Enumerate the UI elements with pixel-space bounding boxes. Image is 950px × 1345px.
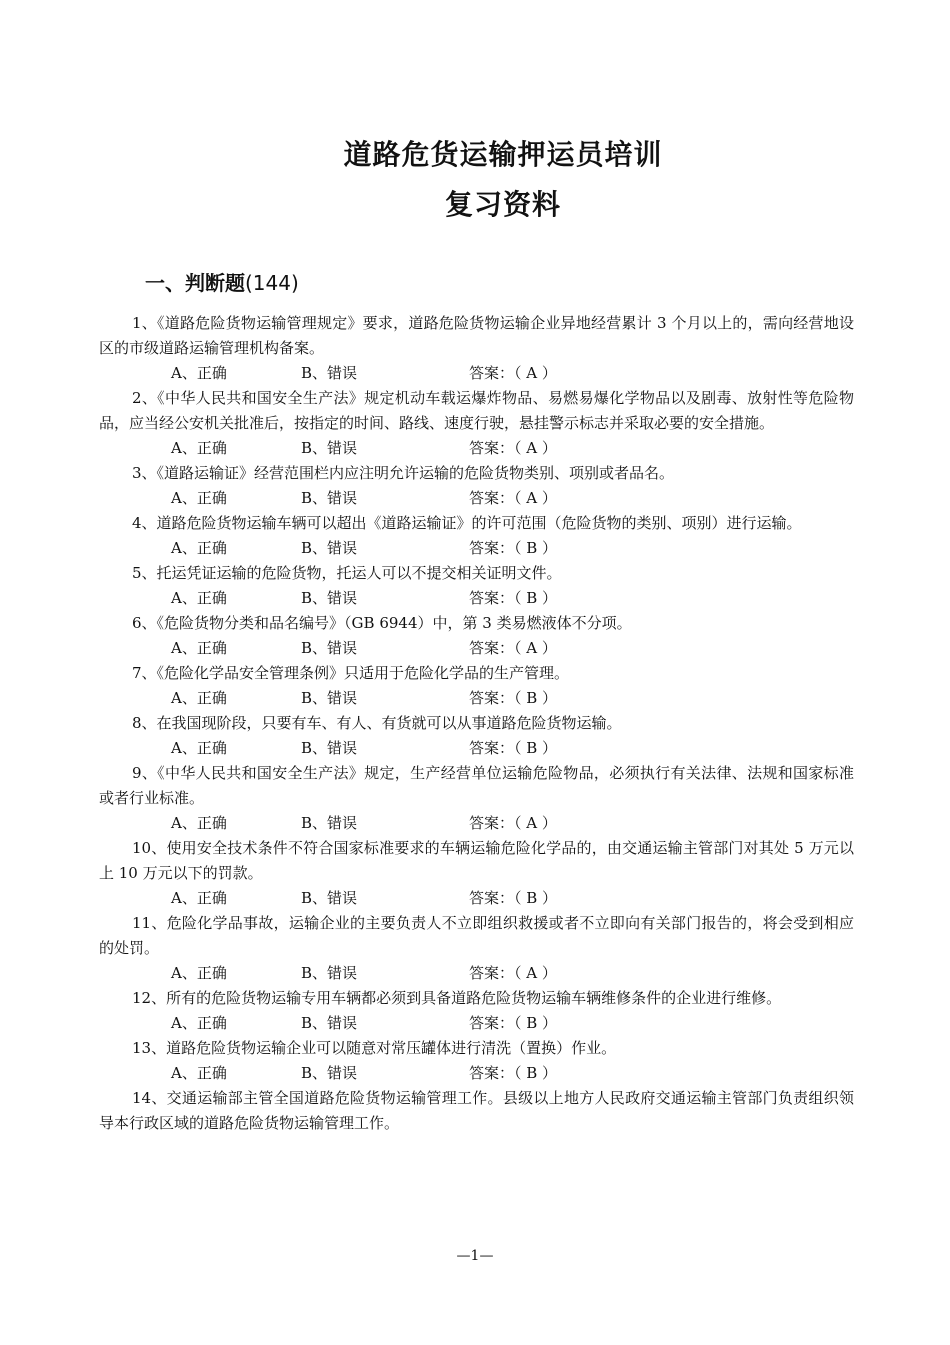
- option-a: A、正确: [171, 689, 227, 707]
- answer: 答案：（ B ）: [469, 1064, 558, 1082]
- option-b: B、错误: [301, 964, 358, 982]
- answer: 答案：（ A ）: [469, 639, 557, 657]
- option-b: B、错误: [301, 1064, 358, 1082]
- question-text: 2、《中华人民共和国安全生产法》规定机动车载运爆炸物品、易燃易爆化学物品以及剧毒、放射性等危险物品，应当经公安机关批准后，按指定的时间、路线、速度行驶，悬挂警示标志并采取必要的安全措施。: [99, 389, 854, 432]
- question-text: 8、在我国现阶段，只要有车、有人、有货就可以从事道路危险货物运输。: [132, 714, 622, 732]
- option-a: A、正确: [171, 439, 227, 457]
- question-options: [99, 961, 854, 986]
- question-text: 10、使用安全技术条件不符合国家标准要求的车辆运输危险化学品的，由交通运输主管部门对其处 5 万元以上 10 万元以下的罚款。: [99, 839, 854, 882]
- option-b: B、错误: [301, 689, 358, 707]
- question-options: [99, 436, 854, 461]
- question-list: [99, 311, 854, 1136]
- question-options: [99, 1011, 854, 1036]
- question-text: 5、托运凭证运输的危险货物，托运人可以不提交相关证明文件。: [132, 564, 562, 582]
- question-options: [99, 736, 854, 761]
- question-text: 13、道路危险货物运输企业可以随意对常压罐体进行清洗（置换）作业。: [132, 1039, 617, 1057]
- question-text: 12、所有的危险货物运输专用车辆都必须到具备道路危险货物运输车辆维修条件的企业进行维修。: [132, 989, 782, 1007]
- option-a: A、正确: [171, 739, 227, 757]
- question-options: [99, 811, 854, 836]
- section-heading-text: 一、判断题: [145, 271, 245, 295]
- option-a: A、正确: [171, 1064, 227, 1082]
- option-a: A、正确: [171, 639, 227, 657]
- option-b: B、错误: [301, 364, 358, 382]
- question-text: 1、《道路危险货物运输管理规定》要求，道路危险货物运输企业异地经营累计 3 个月以上的，需向经营地设区的市级道路运输管理机构备案。: [99, 314, 854, 357]
- question-text: 6、《危险货物分类和品名编号》（GB 6944）中，第 3 类易燃液体不分项。: [132, 614, 632, 632]
- question-options: [99, 1061, 854, 1086]
- answer: 答案：（ A ）: [469, 814, 557, 832]
- question-text: 3、《道路运输证》经营范围栏内应注明允许运输的危险货物类别、项别或者品名。: [132, 464, 675, 482]
- option-b: B、错误: [301, 489, 358, 507]
- option-b: B、错误: [301, 739, 358, 757]
- document-subtitle: 复习资料: [444, 188, 561, 221]
- option-b: B、错误: [301, 439, 358, 457]
- answer: 答案：（ B ）: [469, 889, 558, 907]
- answer: 答案：（ B ）: [469, 1014, 558, 1032]
- option-a: A、正确: [171, 539, 227, 557]
- option-b: B、错误: [301, 814, 358, 832]
- option-b: B、错误: [301, 889, 358, 907]
- option-a: A、正确: [171, 1014, 227, 1032]
- option-b: B、错误: [301, 589, 358, 607]
- question-text: 11、危险化学品事故，运输企业的主要负责人不立即组织救援或者不立即向有关部门报告的，将会受到相应的处罚。: [99, 914, 854, 957]
- question-options: [99, 586, 854, 611]
- option-a: A、正确: [171, 889, 227, 907]
- section-count: (144): [245, 271, 299, 295]
- question-text: 14、交通运输部主管全国道路危险货物运输管理工作。县级以上地方人民政府交通运输主管部门负责组织领导本行政区域的道路危险货物运输管理工作。: [99, 1089, 854, 1132]
- document-title: 道路危货运输押运员培训: [343, 138, 663, 171]
- question-text: 9、《中华人民共和国安全生产法》规定，生产经营单位运输危险物品，必须执行有关法律、法规和国家标准或者行业标准。: [99, 764, 854, 807]
- answer: 答案：（ B ）: [469, 539, 558, 557]
- option-a: A、正确: [171, 589, 227, 607]
- question-options: [99, 636, 854, 661]
- option-a: A、正确: [171, 964, 227, 982]
- answer: 答案：（ B ）: [469, 739, 558, 757]
- page-number: —1—: [456, 1248, 494, 1264]
- option-a: A、正确: [171, 814, 227, 832]
- question-options: [99, 686, 854, 711]
- option-b: B、错误: [301, 539, 358, 557]
- answer: 答案：（ A ）: [469, 439, 557, 457]
- section-heading: [145, 267, 299, 296]
- question-options: [99, 361, 854, 386]
- question-options: [99, 536, 854, 561]
- question-options: [99, 886, 854, 911]
- option-b: B、错误: [301, 1014, 358, 1032]
- answer: 答案：（ A ）: [469, 364, 557, 382]
- question-options: [99, 486, 854, 511]
- answer: 答案：（ A ）: [469, 489, 557, 507]
- question-text: 4、道路危险货物运输车辆可以超出《道路运输证》的许可范围（危险货物的类别、项别）进行运输。: [132, 514, 802, 532]
- option-a: A、正确: [171, 364, 227, 382]
- answer: 答案：（ A ）: [469, 964, 557, 982]
- option-a: A、正确: [171, 489, 227, 507]
- answer: 答案：（ B ）: [469, 689, 558, 707]
- question-text: 7、《危险化学品安全管理条例》只适用于危险化学品的生产管理。: [132, 664, 570, 682]
- answer: 答案：（ B ）: [469, 589, 558, 607]
- option-b: B、错误: [301, 639, 358, 657]
